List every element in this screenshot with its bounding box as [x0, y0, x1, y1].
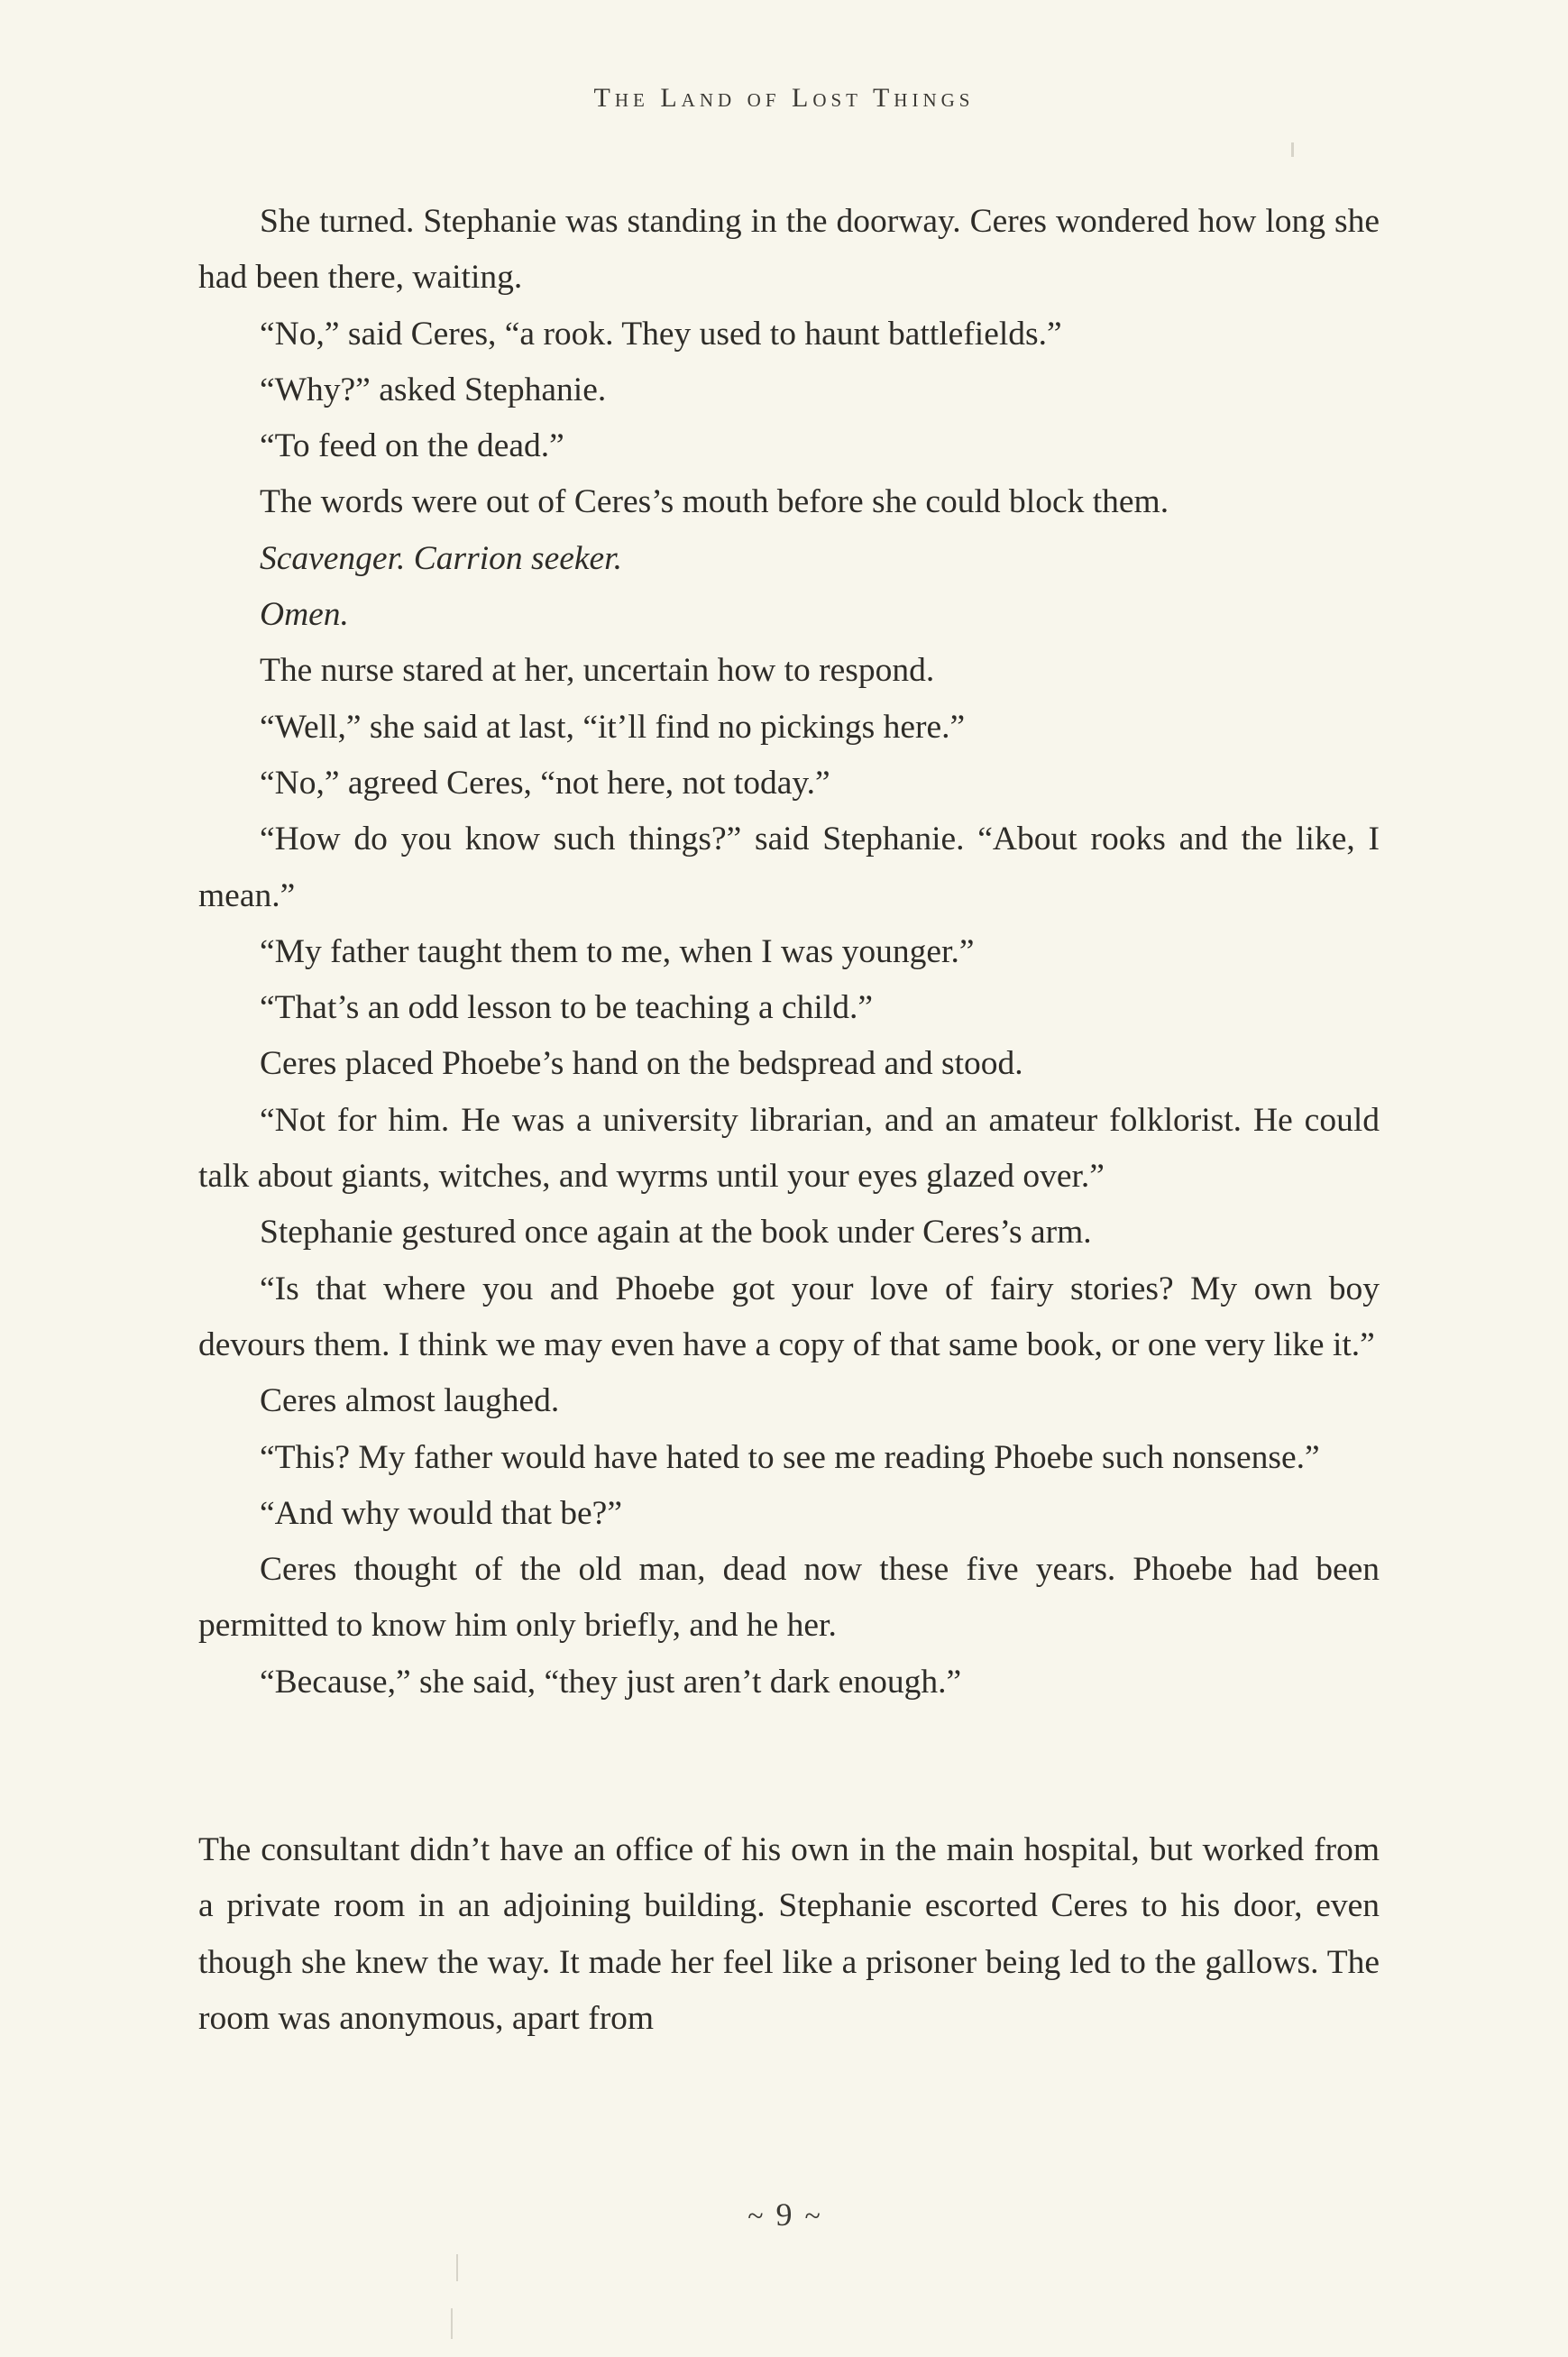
- paragraph: Stephanie gestured once again at the book under Ceres’s arm.: [260, 1214, 1092, 1252]
- paragraph: “To feed on the dead.”: [260, 427, 564, 465]
- paragraph: The nurse stared at her, uncertain how to respond.: [260, 652, 935, 690]
- section-opening-paragraph: The consultant didn’t have an office of his own in the main hospital, but worked from a private room in an adjoining building. Stephanie escorted Ceres to his door, even though she knew the way. It made her feel like a prisoner being led to the gallows. The room was anonymous, apart from: [198, 1831, 1380, 2037]
- paragraph: “How do you know such things?” said Stephanie. “About rooks and the like, I mean.”: [198, 821, 1380, 914]
- running-head: The Land of Lost Things: [593, 83, 975, 113]
- paragraph: “Well,” she said at last, “it’ll find no pickings here.”: [260, 708, 966, 746]
- italic-paragraph: Scavenger. Carrion seeker.: [260, 539, 622, 577]
- paragraph: “No,” agreed Ceres, “not here, not today.”: [260, 764, 830, 802]
- folio-ornament-right: ~: [804, 2199, 821, 2232]
- paragraph: “Why?” asked Stephanie.: [260, 371, 607, 408]
- paragraph: The words were out of Ceres’s mouth before she could block them.: [260, 483, 1169, 521]
- page-number-value: 9: [775, 2197, 793, 2233]
- paragraph: “This? My father would have hated to see me reading Phoebe such nonsense.”: [260, 1438, 1320, 1476]
- paper-speck: [1291, 142, 1294, 157]
- page-number: [0, 2196, 1568, 2233]
- paragraph: “Not for him. He was a university librarian, and an amateur folklorist. He could talk about giants, witches, and wyrms until your eyes glazed over.”: [198, 1101, 1380, 1196]
- italic-paragraph: Omen.: [260, 596, 349, 634]
- paper-speck: [456, 2254, 458, 2281]
- paper-speck: [451, 2308, 453, 2339]
- paragraph: Ceres almost laughed.: [260, 1382, 560, 1420]
- paragraph: “Because,” she said, “they just aren’t dark enough.”: [260, 1663, 962, 1701]
- paragraph: “My father taught them to me, when I was younger.”: [260, 932, 975, 970]
- body-text: [198, 194, 1380, 2047]
- paragraph: “Is that where you and Phoebe got your love of fairy stories? My own boy devours them. I think we may even have a copy of that same book, or one very like it.”: [198, 1270, 1380, 1363]
- paragraph: She turned. Stephanie was standing in the doorway. Ceres wondered how long she had been there, waiting.: [198, 203, 1380, 297]
- paragraph: Ceres placed Phoebe’s hand on the bedspread and stood.: [260, 1045, 1023, 1083]
- folio-ornament-left: ~: [747, 2199, 764, 2232]
- paragraph: “That’s an odd lesson to be teaching a child.”: [260, 989, 873, 1027]
- section-break: [198, 1710, 1380, 1822]
- paragraph: “No,” said Ceres, “a rook. They used to haunt battlefields.”: [260, 315, 1062, 353]
- paragraph: Ceres thought of the old man, dead now these five years. Phoebe had been permitted to know him only briefly, and he her.: [198, 1551, 1380, 1645]
- paragraph: “And why would that be?”: [260, 1494, 622, 1532]
